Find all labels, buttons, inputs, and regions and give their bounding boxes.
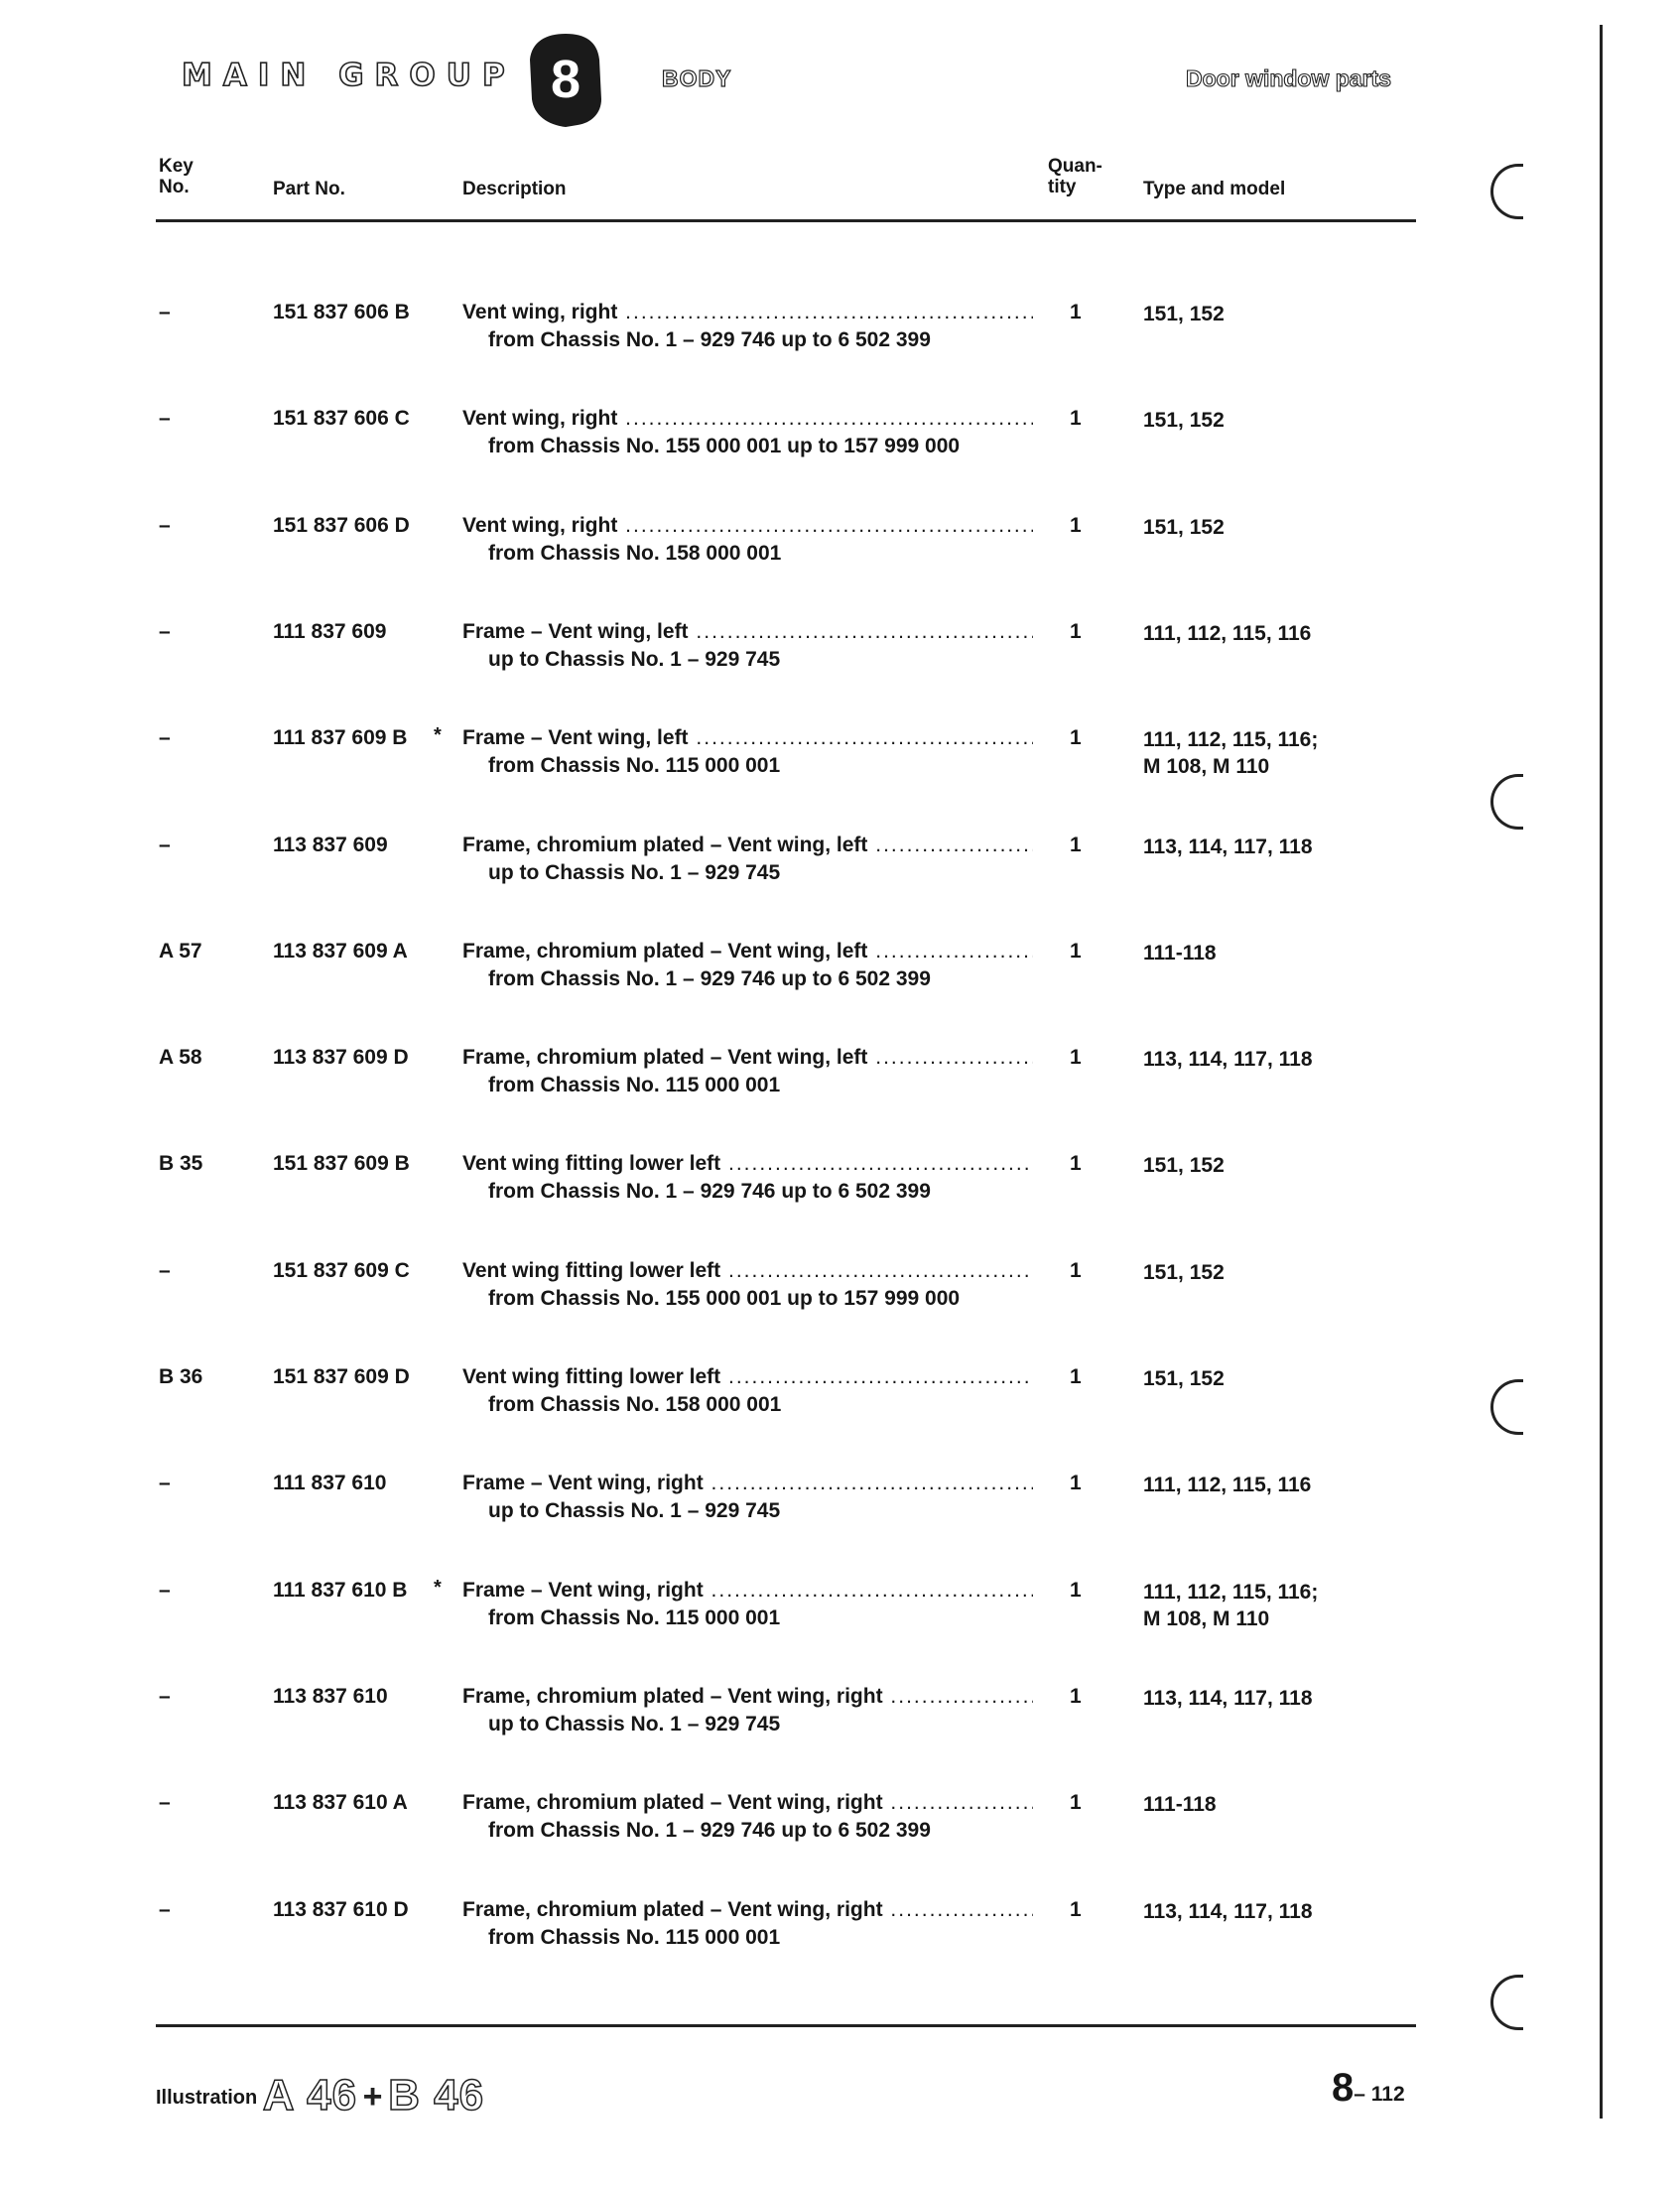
type-model: 111-118 [1143, 942, 1217, 964]
type-model: 151, 152 [1143, 1261, 1225, 1284]
description: Frame, chromium plated – Vent wing, right ..... [462, 1685, 1033, 1709]
type-model-detail: M 108, M 110 [1143, 755, 1270, 778]
description: Frame – Vent wing, right ..... [462, 1579, 1033, 1603]
part-no: 151 837 609 B [273, 1152, 410, 1175]
key-no: – [159, 407, 171, 430]
part-no: 113 837 610 [273, 1685, 388, 1708]
type-model: 151, 152 [1143, 516, 1225, 539]
description-detail: up to Chassis No. 1 – 929 745 [488, 1713, 781, 1735]
table-row [0, 726, 1680, 806]
description: Vent wing, right ..... [462, 407, 1033, 431]
key-no: A 57 [159, 940, 202, 963]
part-no: 113 837 609 D [273, 1046, 409, 1069]
key-no: – [159, 1472, 171, 1494]
col-part-no: Part No. [273, 179, 345, 199]
page-number-main: 8 [1332, 2066, 1355, 2110]
illustration-plus: + [362, 2078, 383, 2116]
type-model-detail: M 108, M 110 [1143, 1607, 1270, 1630]
table-row [0, 1685, 1680, 1764]
quantity: 1 [1070, 1152, 1082, 1175]
type-model: 111, 112, 115, 116 [1143, 622, 1312, 645]
quantity: 1 [1070, 1685, 1082, 1708]
quantity: 1 [1070, 726, 1082, 749]
footer-rule [156, 2024, 1416, 2027]
key-no: B 36 [159, 1365, 203, 1388]
description-detail: from Chassis No. 115 000 001 [488, 1926, 781, 1949]
description-detail: from Chassis No. 158 000 001 [488, 1393, 782, 1416]
description-detail: from Chassis No. 155 000 001 up to 157 999 000 [488, 435, 961, 457]
col-quantity: Quan- tity [1048, 156, 1102, 197]
quantity: 1 [1070, 940, 1082, 963]
key-no: – [159, 1579, 171, 1602]
part-no: 151 837 606 D [273, 514, 410, 537]
section-title: BODY [662, 65, 732, 91]
part-no: 111 837 610 B [273, 1579, 408, 1602]
type-model: 151, 152 [1143, 409, 1225, 432]
quantity: 1 [1070, 1046, 1082, 1069]
description-detail: from Chassis No. 1 – 929 746 up to 6 502 399 [488, 967, 931, 990]
binder-edge-line [1600, 25, 1603, 2119]
illustration-b: B 46 [388, 2071, 485, 2120]
description: Vent wing, right ..... [462, 301, 1033, 324]
description-detail: up to Chassis No. 1 – 929 745 [488, 861, 781, 884]
quantity: 1 [1070, 301, 1082, 323]
key-no: – [159, 1685, 171, 1708]
quantity: 1 [1070, 1472, 1082, 1494]
quantity: 1 [1070, 1579, 1082, 1602]
type-model: 151, 152 [1143, 1367, 1225, 1390]
part-no: 111 837 609 [273, 620, 387, 643]
key-no: – [159, 834, 171, 856]
key-no: – [159, 1259, 171, 1282]
type-model: 111, 112, 115, 116; [1143, 728, 1319, 751]
header-rule [156, 219, 1416, 222]
quantity: 1 [1070, 1791, 1082, 1814]
type-model: 151, 152 [1143, 303, 1225, 325]
part-no: 151 837 606 C [273, 407, 410, 430]
part-no: 111 837 610 [273, 1472, 387, 1494]
table-row [0, 407, 1680, 486]
table-row [0, 1579, 1680, 1658]
type-model: 111-118 [1143, 1793, 1217, 1816]
table-row [0, 1898, 1680, 1978]
key-no: – [159, 1791, 171, 1814]
group-number-badge [526, 30, 605, 129]
description: Frame – Vent wing, right ..... [462, 1472, 1033, 1495]
description-detail: from Chassis No. 115 000 001 [488, 1607, 781, 1629]
description: Vent wing fitting lower left ..... [462, 1152, 1033, 1176]
type-model: 113, 114, 117, 118 [1143, 835, 1313, 858]
quantity: 1 [1070, 620, 1082, 643]
type-model: 151, 152 [1143, 1154, 1225, 1177]
table-row [0, 620, 1680, 700]
type-model: 113, 114, 117, 118 [1143, 1900, 1313, 1923]
description: Frame, chromium plated – Vent wing, left ..... [462, 1046, 1033, 1070]
col-description: Description [462, 179, 567, 199]
part-no: 113 837 609 [273, 834, 388, 856]
binder-ring-icon [1490, 164, 1523, 219]
key-no: – [159, 726, 171, 749]
table-row [0, 1259, 1680, 1339]
new-part-marker: * [434, 724, 442, 746]
quantity: 1 [1070, 1365, 1082, 1388]
part-no: 113 837 610 A [273, 1791, 408, 1814]
description: Frame – Vent wing, left ..... [462, 620, 1033, 644]
table-row [0, 514, 1680, 593]
table-row [0, 1791, 1680, 1870]
type-model: 111, 112, 115, 116; [1143, 1581, 1319, 1604]
table-row [0, 301, 1680, 380]
col-key-no: Key No. [159, 156, 194, 197]
quantity: 1 [1070, 407, 1082, 430]
part-no: 151 837 606 B [273, 301, 410, 323]
quantity: 1 [1070, 514, 1082, 537]
description: Vent wing fitting lower left ..... [462, 1365, 1033, 1389]
quantity: 1 [1070, 1898, 1082, 1921]
description-detail: from Chassis No. 1 – 929 746 up to 6 502 399 [488, 1819, 931, 1842]
key-no: – [159, 301, 171, 323]
part-no: 111 837 609 B [273, 726, 408, 749]
key-no: – [159, 1898, 171, 1921]
key-no: – [159, 514, 171, 537]
part-no: 151 837 609 C [273, 1259, 410, 1282]
table-row [0, 940, 1680, 1019]
table-row [0, 1152, 1680, 1231]
table-row [0, 1472, 1680, 1551]
description-detail: from Chassis No. 1 – 929 746 up to 6 502 399 [488, 1180, 931, 1203]
subsection-title: Door window parts [1186, 65, 1391, 91]
quantity: 1 [1070, 834, 1082, 856]
part-no: 113 837 610 D [273, 1898, 409, 1921]
description-detail: from Chassis No. 155 000 001 up to 157 999 000 [488, 1287, 961, 1310]
page-number-sub: – 112 [1354, 2083, 1405, 2106]
description: Vent wing fitting lower left ..... [462, 1259, 1033, 1283]
table-row [0, 1046, 1680, 1125]
col-type-model: Type and model [1143, 179, 1286, 199]
binder-ring-icon [1490, 1975, 1523, 2030]
description-detail: from Chassis No. 1 – 929 746 up to 6 502 399 [488, 328, 931, 351]
description: Vent wing, right ..... [462, 514, 1033, 538]
illustration-reference [156, 2071, 484, 2121]
new-part-marker: * [434, 1577, 442, 1599]
quantity: 1 [1070, 1259, 1082, 1282]
type-model: 111, 112, 115, 116 [1143, 1474, 1312, 1496]
type-model: 113, 114, 117, 118 [1143, 1048, 1313, 1071]
part-no: 113 837 609 A [273, 940, 408, 963]
description: Frame, chromium plated – Vent wing, left ..... [462, 940, 1033, 964]
page-number [1332, 2066, 1405, 2111]
description-detail: up to Chassis No. 1 – 929 745 [488, 648, 781, 671]
key-no: A 58 [159, 1046, 202, 1069]
description: Frame – Vent wing, left ..... [462, 726, 1033, 750]
illustration-a: A 46 [262, 2071, 358, 2120]
key-no: B 35 [159, 1152, 203, 1175]
key-no: – [159, 620, 171, 643]
table-row [0, 834, 1680, 913]
description: Frame, chromium plated – Vent wing, right ..... [462, 1791, 1033, 1815]
table-row [0, 1365, 1680, 1445]
description-detail: from Chassis No. 115 000 001 [488, 754, 781, 777]
description-detail: up to Chassis No. 1 – 929 745 [488, 1499, 781, 1522]
part-no: 151 837 609 D [273, 1365, 410, 1388]
illustration-label: Illustration [156, 2087, 258, 2109]
description: Frame, chromium plated – Vent wing, left ..... [462, 834, 1033, 857]
group-number: 8 [550, 50, 582, 109]
description-detail: from Chassis No. 115 000 001 [488, 1074, 781, 1096]
description-detail: from Chassis No. 158 000 001 [488, 542, 782, 565]
main-group-title: MAIN GROUP [182, 58, 516, 93]
description: Frame, chromium plated – Vent wing, right ..... [462, 1898, 1033, 1922]
type-model: 113, 114, 117, 118 [1143, 1687, 1313, 1710]
